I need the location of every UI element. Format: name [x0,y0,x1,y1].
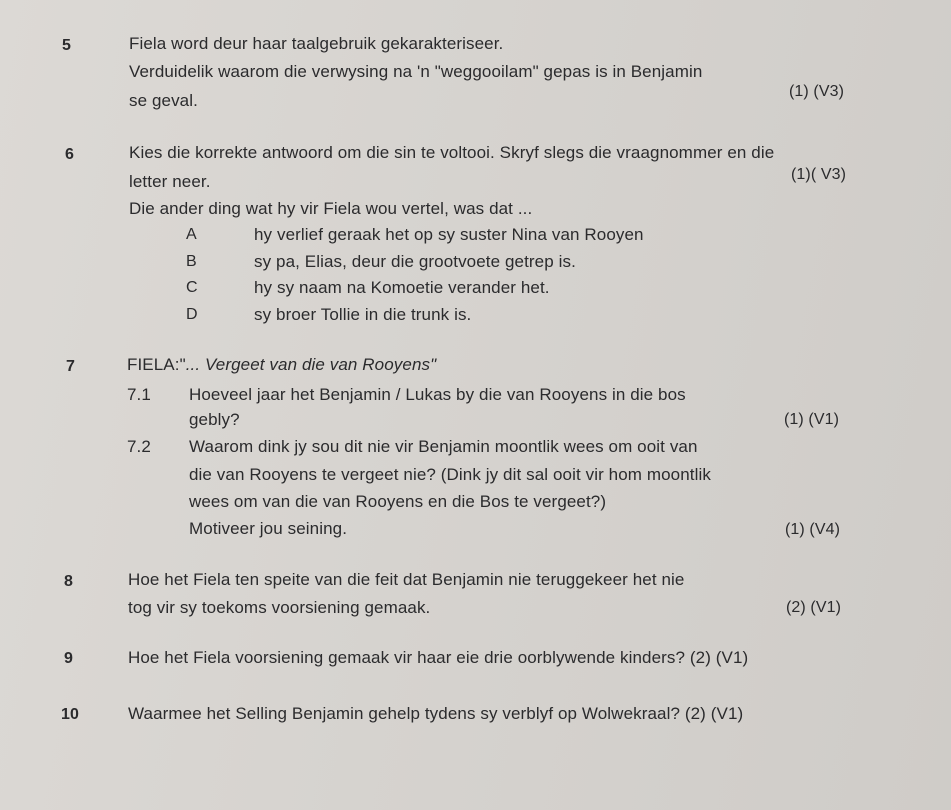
question-6-number: 6 [65,146,74,163]
question-7-quote-text: ... Vergeet van die van Rooyens" [185,355,437,374]
option-d-text: sy broer Tollie in die trunk is. [254,305,472,324]
question-7-number: 7 [66,358,75,375]
question-7-2-line-4: Motiveer jou seining. [189,519,348,538]
question-7-1-line-2: gebly? [189,410,240,429]
question-9-number: 9 [64,650,73,667]
question-7-1-number: 7.1 [127,385,151,404]
question-8-line-2: tog vir sy toekoms voorsiening gemaak. [128,598,431,617]
question-5-line-3: se geval. [129,91,198,110]
question-7-2-line-2: die van Rooyens te vergeet nie? (Dink jy dit sal ooit vir hom moontlik [189,465,711,484]
question-5-marks: (1) (V3) [789,83,845,100]
option-a-letter: A [186,226,197,243]
question-5-line-2: Verduidelik waarom die verwysing na 'n "weggooilam" gepas is in Benjamin [129,62,703,81]
question-10-line-1: Waarmee het Selling Benjamin gehelp tydens sy verblyf op Wolwekraal? (2) (V1) [128,704,744,723]
option-c-text: hy sy naam na Komoetie verander het. [254,278,550,297]
option-a-text: hy verlief geraak het op sy suster Nina van Rooyen [254,225,644,244]
question-6-line-1: Kies die korrekte antwoord om die sin te voltooi. Skryf slegs die vraagnommer en die [129,143,775,162]
question-7-1-line-1: Hoeveel jaar het Benjamin / Lukas by die van Rooyens in die bos [189,385,686,404]
question-10-number: 10 [61,706,79,723]
question-9-line-1: Hoe het Fiela voorsiening gemaak vir haar eie drie oorblywende kinders? (2) (V1) [128,648,749,667]
question-5-number: 5 [62,37,71,54]
option-c-letter: C [186,279,198,296]
question-7-2-marks: (1) (V4) [785,521,841,538]
question-6-marks: (1)( V3) [791,166,847,183]
question-5-line-1: Fiela word deur haar taalgebruik gekarakteriseer. [129,34,504,53]
question-8-line-1: Hoe het Fiela ten speite van die feit dat Benjamin nie teruggekeer het nie [128,570,685,589]
question-7-1-marks: (1) (V1) [784,411,840,428]
question-7-2-line-3: wees om van die van Rooyens en die Bos te vergeet?) [189,492,607,511]
option-b-text: sy pa, Elias, deur die grootvoete getrep is. [254,252,576,271]
question-7-2-number: 7.2 [127,437,151,456]
option-d-letter: D [186,306,198,323]
question-6-line-2: letter neer. [129,172,211,191]
question-8-number: 8 [64,573,73,590]
question-7-2-line-1: Waarom dink jy sou dit nie vir Benjamin moontlik wees om ooit van [189,437,698,456]
option-b-letter: B [186,253,197,270]
question-7-quote [127,355,436,375]
question-7-speaker: FIELA:" [127,355,186,374]
question-6-stem: Die ander ding wat hy vir Fiela wou vertel, was dat ... [129,199,533,218]
question-8-marks: (2) (V1) [786,599,842,616]
